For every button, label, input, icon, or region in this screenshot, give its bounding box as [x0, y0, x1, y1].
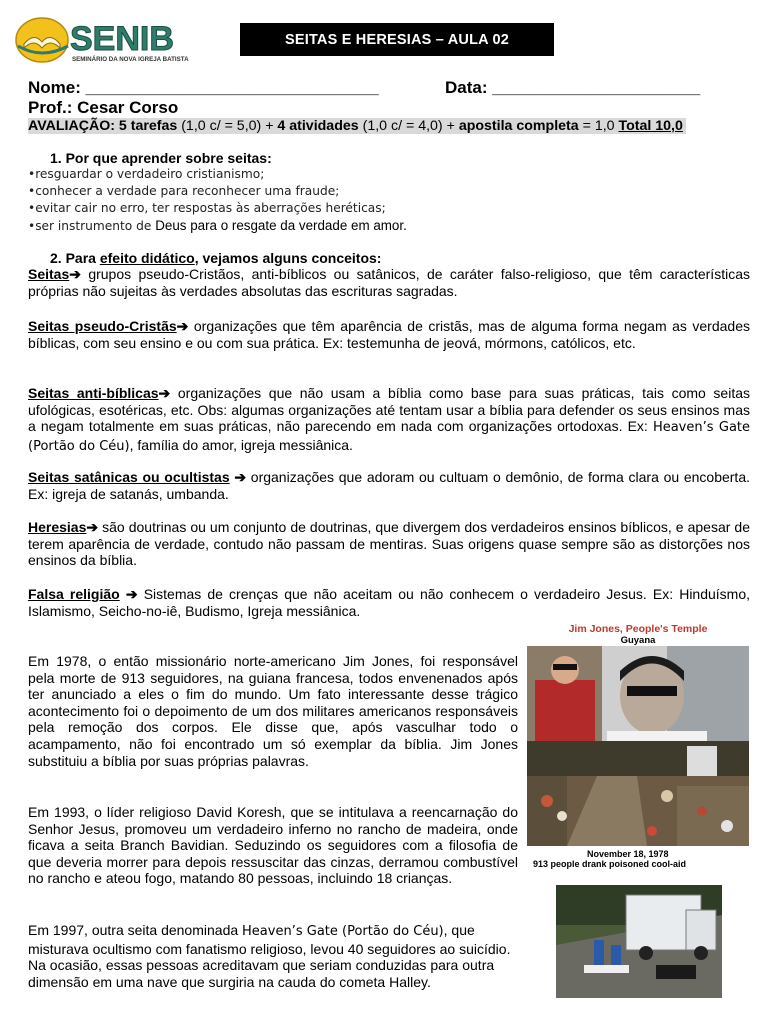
arrow-icon: ➔ [125, 586, 138, 602]
concept-seitas [28, 266, 750, 299]
section1-heading: 1. Por que aprender sobre seitas: [50, 150, 272, 166]
eval-total: Total 10,0 [618, 118, 683, 134]
bullet-item: •conhecer a verdade para reconhecer uma fraude; [28, 184, 340, 198]
concept-term: Seitas pseudo-Cristãs [28, 318, 177, 334]
bullet-item-end: Deus para o resgate da verdade em amor. [155, 218, 407, 233]
photo-caption-location: Guyana [620, 635, 656, 646]
heavens-gate-photo [556, 885, 722, 998]
eval-handout-value: = 1,0 [578, 118, 619, 134]
section2-heading-emphasis: efeito didático [99, 250, 195, 266]
eval-handout: apostila completa [458, 118, 579, 134]
page-title: SEITAS E HERESIAS – AULA 02 [240, 23, 554, 56]
concept-text-end: , família do amor, igreja messiânica. [129, 436, 353, 453]
concept-term: Heresias [28, 519, 87, 535]
concept-term: Seitas anti-bíblicas [28, 385, 159, 401]
section2-heading [50, 250, 381, 266]
concept-text: são doutrinas ou um conjunto de doutrinas, que divergem dos verdadeiros ensinos bíblicos, e apesar de terem aparência de verdade, contudo não passam de mentiras. Suas origens quase sempre são as distorções nos ensinos da bíblia. [28, 519, 750, 569]
concept-text: grupos pseudo-Cristãos, anti-bíblicos ou satânicos, de caráter falso-religioso, que têm características próprias não sujeitas às verdades absolutas das escrituras sagradas. [28, 266, 750, 299]
arrow-icon: ➔ [158, 385, 171, 401]
arrow-icon: ➔ [176, 318, 189, 334]
date-field-label: Data: ______________________ [445, 78, 701, 97]
concept-pseudo [28, 318, 750, 351]
concept-text: organizações que não usam a bíblia como base para suas práticas, tais como seitas ufológicas, esotéricas, etc. Obs: algumas organizações até tentam usar a bíblia para defender os seus ensinos mas a negam totalmente em suas práticas, não parecendo em nada com organizações ortodoxas. Ex: [28, 385, 750, 435]
concept-falsa [28, 586, 750, 619]
section2-heading-end: , vejamos alguns conceitos: [194, 250, 382, 266]
section2-heading-start: 2. Para [50, 250, 100, 266]
logo-text: SENIB [70, 20, 174, 58]
concept-term: Seitas [28, 266, 70, 282]
eval-activities-value: (1,0 c/ = 4,0) + [358, 118, 459, 134]
concept-text-highlight: Heaven’s Gate (Portão do Céu) [28, 420, 751, 454]
eval-tasks: AVALIAÇÃO: 5 tarefas [28, 118, 178, 134]
photo-caption-title: Jim Jones, People's Temple [568, 623, 708, 635]
story-1993: Em 1993, o líder religioso David Koresh, que se intitulava a reencarnação do Senhor Jesus, promoveu um verdadeiro inferno no rancho de madeira, onde ficava a seita Branch Bavidian. Seduzindo os seguidores com a filosofia de que deveria morrer para depois ressuscitar das cinzas, derramou combustível no rancho e ateou fogo, matando 80 pessoas, incluindo 18 crianças. [28, 804, 518, 887]
bullet-item: •resguardar o verdadeiro cristianismo; [28, 167, 265, 181]
concept-text: organizações que têm aparência de cristãs, mas de alguma forma negam as verdades bíblicas, com seu ensino e ou com sua prática. Ex: testemunha de jeová, mórmons, católicos, etc. [28, 318, 750, 351]
bullet-item: •evitar cair no erro, ter respostas às aberrações heréticas; [28, 201, 386, 215]
concept-satan [28, 469, 750, 502]
name-field-label: Nome: _______________________________ [28, 78, 379, 97]
logo-subtitle: SEMINÁRIO DA NOVA IGREJA BATISTA [72, 56, 189, 63]
professor-label: Prof.: Cesar Corso [28, 98, 179, 117]
evaluation-line [28, 118, 686, 134]
section1-bullets [28, 166, 407, 235]
eval-activities: 4 atividades [277, 118, 359, 134]
concept-term: Falsa religião [28, 586, 120, 602]
arrow-icon: ➔ [234, 469, 247, 485]
story-1997-highlight: Heaven’s Gate (Portão do Céu) [242, 924, 444, 939]
story-1997 [28, 922, 518, 990]
concept-anti [28, 385, 750, 455]
story-1997-start: Em 1997, outra seita denominada [28, 922, 243, 938]
photo-image [527, 646, 749, 846]
concept-term: Seitas satânicas ou ocultistas [28, 469, 230, 485]
photo-caption-date: November 18, 1978 [587, 849, 669, 859]
concept-text: organizações que adoram ou cultuam o demônio, de forma clara ou encoberta. Ex: igreja de satanás, umbanda. [28, 469, 750, 502]
eval-tasks-value: (1,0 c/ = 5,0) + [177, 118, 278, 134]
jim-jones-photo [527, 620, 749, 870]
arrow-icon: ➔ [69, 266, 81, 282]
photo-image [556, 885, 722, 998]
story-1997-end: , que misturava ocultismo com fanatismo religioso, levou 40 seguidores ao suicídio. Na ocasião, essas pessoas acreditavam que seriam conduzidas para outra dimensão em uma nave que surgiria na cauda do cometa Halley. [28, 922, 511, 990]
photo-caption-bottom: 913 people drank poisoned cool-aid [533, 859, 687, 869]
bullet-item [28, 217, 407, 235]
arrow-icon: ➔ [86, 519, 99, 535]
concept-text: Sistemas de crenças que não aceitam ou não conhecem o verdadeiro Jesus. Ex: Hinduísmo, Islamismo, Seicho-no-iê, Budismo, Igreja messiânica. [28, 586, 751, 619]
story-1978: Em 1978, o então missionário norte-americano Jim Jones, foi responsável pela morte de 913 seguidores, na guiana francesa, todos envenenados após ter anunciado a eles o fim do mundo. Um fato interessante desse trágico acontecimento foi o depoimento de um dos militares americanos responsáveis pela remoção dos corpos. Ele disse que, após vasculhar todo o acampamento, não foi encontrado um só exemplar da bíblia. Jim Jones substituiu a bíblia por suas próprias palavras. [28, 653, 518, 769]
concept-heresias [28, 519, 750, 569]
senib-logo [14, 16, 210, 64]
bullet-item-start: •ser instrumento de [28, 219, 156, 233]
